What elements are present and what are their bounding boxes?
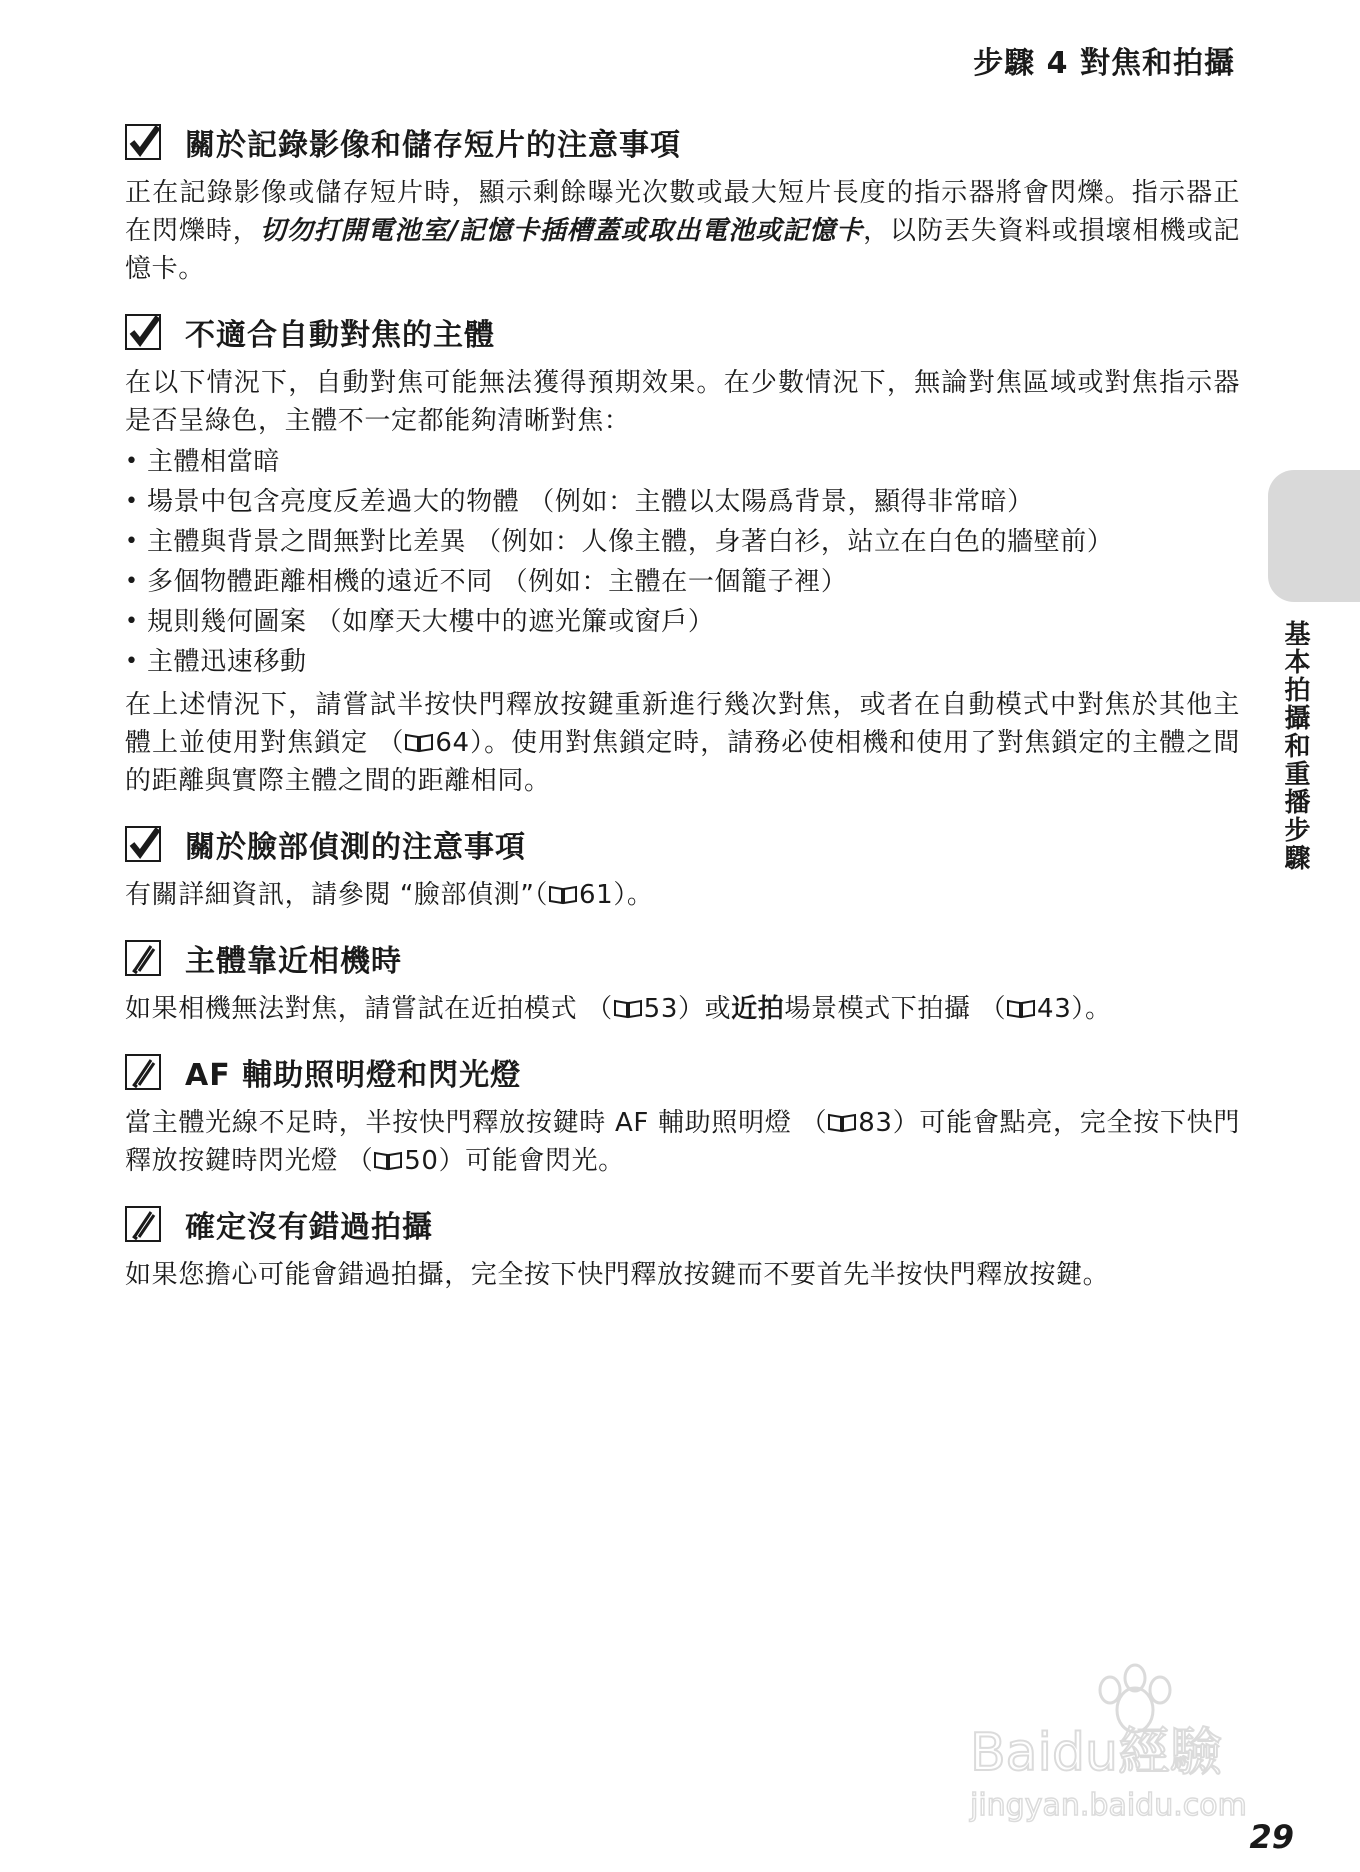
chapter-tab: [1268, 470, 1360, 602]
page-ref: 43: [1037, 994, 1072, 1024]
section-title: 確定沒有錯過拍攝: [185, 1210, 433, 1245]
list-item: • 主體與背景之間無對比差異 （例如：人像主體，身著白衫，站立在白色的牆壁前）: [125, 522, 1240, 562]
book-ref-icon: [373, 1144, 403, 1164]
list-item: • 場景中包含亮度反差過大的物體 （例如：主體以太陽爲背景，顯得非常暗）: [125, 482, 1240, 522]
section-outro: 在上述情況下，請嘗試半按快門釋放按鍵重新進行幾次對焦，或者在自動模式中對焦於其他主體上並使用對焦鎖定 （ 64）。使用對焦鎖定時，請務必使相機和使用了對焦鎖定的主體之間的距離與實際主體之間的距離相同。: [125, 690, 1240, 796]
book-ref-icon: [1006, 992, 1036, 1012]
section-body: 有關詳細資訊，請參閱 “臉部偵測”（ 61）。: [125, 880, 654, 910]
page-ref: 50: [404, 1146, 439, 1176]
book-ref-icon: [827, 1106, 857, 1126]
pencil-note-icon: [125, 940, 161, 976]
page-ref: 83: [858, 1108, 893, 1138]
check-note-icon: [125, 124, 161, 160]
pencil-note-icon: [125, 1206, 161, 1242]
page-header: 步驟 4 對焦和拍攝: [973, 46, 1235, 81]
list-item: • 規則幾何圖案 （如摩天大樓中的遮光簾或窗戶）: [125, 602, 1240, 642]
check-note-icon: [125, 826, 161, 862]
watermark-url: jingyan.baidu.com: [970, 1788, 1247, 1823]
section-title: 主體靠近相機時: [185, 944, 402, 979]
section-body: 如果相機無法對焦，請嘗試在近拍模式 （ 53）或近拍場景模式下拍攝 （ 43）。: [125, 994, 1112, 1024]
chapter-label: 基本拍攝和重播步驟: [1280, 620, 1310, 872]
book-ref-icon: [404, 726, 434, 746]
list-item: • 主體迅速移動: [125, 642, 1240, 682]
pencil-note-icon: [125, 1054, 161, 1090]
page-ref: 61: [579, 880, 614, 910]
warning-emphasis: 切勿打開電池室/記憶卡插槽蓋或取出電池或記憶卡: [259, 216, 864, 246]
section-heading: [125, 310, 1240, 354]
section-no-missed-shot: [125, 1202, 1240, 1294]
mode-name: 近拍: [731, 994, 785, 1024]
check-note-icon: [125, 314, 161, 350]
section-body: 如果您擔心可能會錯過拍攝，完全按下快門釋放按鍵而不要首先半按快門釋放按鍵。: [125, 1260, 1110, 1290]
section-title: 不適合自動對焦的主體: [185, 318, 495, 353]
section-title: AF 輔助照明燈和閃光燈: [185, 1058, 522, 1093]
page-number: 29: [1249, 1818, 1294, 1856]
section-heading: [125, 936, 1240, 980]
section-title: 關於臉部偵測的注意事項: [185, 830, 526, 865]
page-content: [125, 120, 1240, 1316]
watermark-brand: Baidu經驗: [970, 1723, 1222, 1783]
list-item: • 多個物體距離相機的遠近不同 （例如：主體在一個籠子裡）: [125, 562, 1240, 602]
section-intro: 在以下情況下，自動對焦可能無法獲得預期效果。在少數情況下，無論對焦區域或對焦指示器是否呈綠色，主體不一定都能夠清晰對焦：: [125, 368, 1240, 436]
section-body: 正在記錄影像或儲存短片時，顯示剩餘曝光次數或最大短片長度的指示器將會閃爍。指示器正在閃爍時，切勿打開電池室/記憶卡插槽蓋或取出電池或記憶卡，以防丟失資料或損壞相機或記憶卡。: [125, 178, 1240, 284]
section-face-detection: [125, 822, 1240, 914]
section-af-difficult-subjects: [125, 310, 1240, 800]
list-item: • 主體相當暗: [125, 442, 1240, 482]
section-heading: [125, 822, 1240, 866]
section-heading: [125, 1202, 1240, 1246]
section-heading: [125, 1050, 1240, 1094]
watermark-logo: [960, 1650, 1280, 1830]
bullet-list: [125, 442, 1240, 682]
book-ref-icon: [613, 992, 643, 1012]
section-af-assist-flash: [125, 1050, 1240, 1180]
section-body: 當主體光線不足時，半按快門釋放按鍵時 AF 輔助照明燈 （ 83）可能會點亮，完全按下快門釋放按鍵時閃光燈 （ 50）可能會閃光。: [125, 1108, 1240, 1176]
page-ref: 53: [643, 994, 678, 1024]
section-recording-notes: [125, 120, 1240, 288]
section-heading: [125, 120, 1240, 164]
section-title: 關於記錄影像和儲存短片的注意事項: [185, 128, 681, 163]
page-ref: 64: [435, 728, 470, 758]
section-close-subject: [125, 936, 1240, 1028]
book-ref-icon: [548, 878, 578, 898]
